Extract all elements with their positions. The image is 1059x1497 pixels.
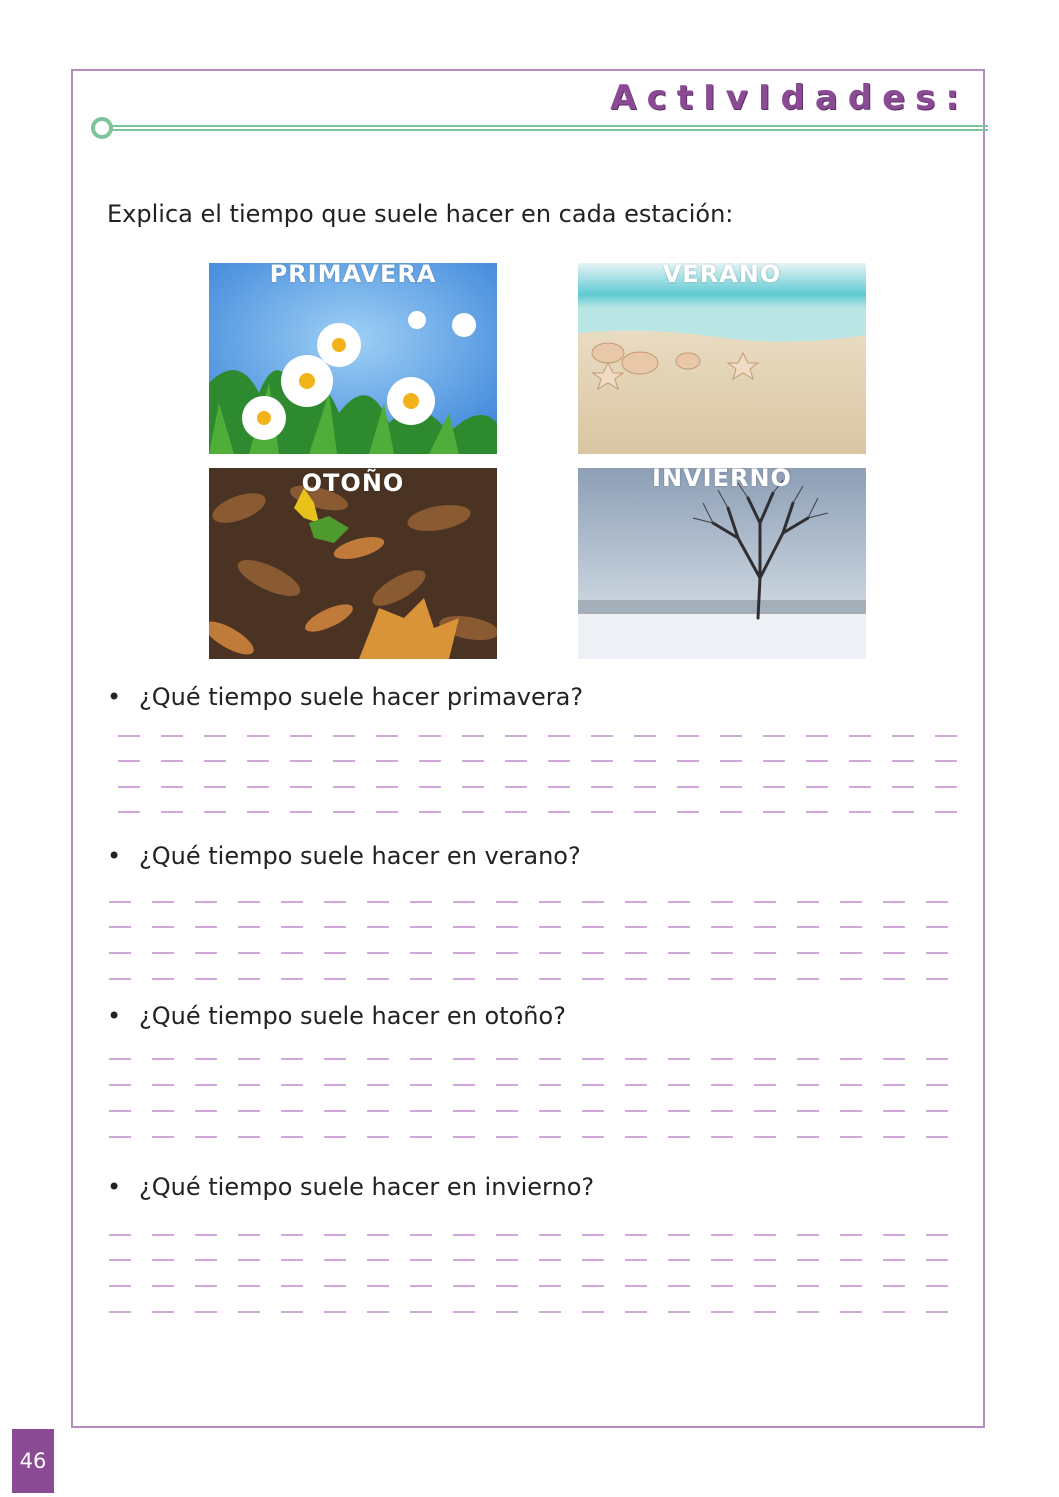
answer-line[interactable] (118, 760, 961, 762)
answer-line[interactable] (109, 1110, 952, 1112)
season-label-autumn: OTOÑO (301, 469, 405, 497)
season-photo-spring (209, 263, 497, 454)
bullet: • (107, 842, 122, 870)
season-photo-winter (578, 468, 866, 659)
season-label-summer: VERANO (662, 263, 782, 288)
page-title: ActIvIdades: (610, 78, 969, 118)
question-text: ¿Qué tiempo suele hacer en otoño? (139, 1002, 566, 1030)
season-label-spring: PRIMAVERA (269, 263, 437, 288)
question-summer (107, 842, 581, 870)
title-rule (108, 125, 988, 131)
answer-line[interactable] (118, 811, 961, 813)
season-label-winter: INVIERNO (652, 468, 792, 492)
beach-photo (578, 263, 866, 454)
answer-line[interactable] (109, 1285, 952, 1287)
answer-line[interactable] (109, 1084, 952, 1086)
answer-line[interactable] (109, 952, 952, 954)
winter-tree-photo (578, 468, 866, 659)
question-winter (107, 1173, 594, 1201)
daisies-photo (209, 263, 497, 454)
answer-line[interactable] (109, 978, 952, 980)
answer-line[interactable] (109, 926, 952, 928)
answer-line[interactable] (109, 1234, 952, 1236)
rule-ring-icon (91, 117, 113, 139)
bullet: • (107, 683, 122, 711)
answer-line[interactable] (118, 735, 961, 737)
question-text: ¿Qué tiempo suele hacer primavera? (139, 683, 584, 711)
page-number: 46 (12, 1429, 54, 1493)
answer-line[interactable] (109, 1311, 952, 1313)
question-text: ¿Qué tiempo suele hacer en invierno? (139, 1173, 595, 1201)
answer-line[interactable] (109, 1259, 952, 1261)
instruction-text: Explica el tiempo que suele hacer en cada estación: (107, 200, 734, 228)
answer-line[interactable] (109, 1136, 952, 1138)
answer-line[interactable] (118, 786, 961, 788)
bullet: • (107, 1173, 122, 1201)
question-spring (107, 683, 583, 711)
season-photo-autumn (209, 468, 497, 659)
season-photo-summer (578, 263, 866, 454)
answer-line[interactable] (109, 901, 952, 903)
question-autumn (107, 1002, 566, 1030)
bullet: • (107, 1002, 122, 1030)
question-text: ¿Qué tiempo suele hacer en verano? (139, 842, 581, 870)
answer-line[interactable] (109, 1058, 952, 1060)
